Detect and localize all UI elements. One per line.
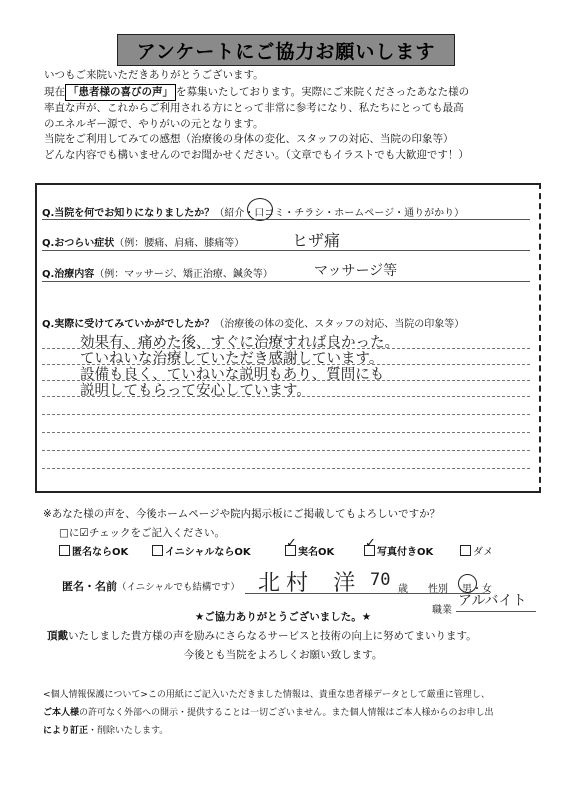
privacy-line-1: <個人情報保護について>この用紙にご記入いただきました情報は、貴重な患者様データとして厳重に管理し、	[43, 690, 490, 700]
option-anonymous[interactable]	[59, 543, 128, 558]
question-4	[42, 315, 464, 330]
intro-highlight: 「患者様の喜びの声」	[65, 84, 176, 102]
question-1-options: （紹介・口コミ・チラシ・ホームページ・通りがかり）	[214, 208, 465, 219]
answer-line	[42, 414, 530, 415]
name-handwritten: 北村 洋	[258, 571, 362, 596]
question-3-label: Q.治療内容	[42, 269, 95, 280]
option-no-label: ダメ	[473, 547, 493, 558]
option-initial-label: イニシャルならOK	[165, 547, 251, 558]
answer-line	[42, 219, 530, 220]
closing-line-1	[47, 628, 477, 643]
option-initial[interactable]	[152, 543, 251, 558]
consent-question: ※あなた様の声を、今後ホームページや院内掲示板にご掲載してもよろしいですか？	[43, 508, 441, 520]
question-2-example: （例：腰痛、肩痛、膝痛等）	[114, 238, 245, 249]
intro-text	[44, 68, 544, 163]
q4-handwritten-line-3: 設備も良く、ていねいな説明もあり、質問にも	[80, 367, 385, 383]
intro-line-2-pre: 現在	[44, 85, 65, 98]
closing-line-1-bold: 頂戴	[47, 630, 68, 642]
thanks-message: ★ご協力ありがとうございました。★	[194, 611, 372, 623]
survey-title-banner	[117, 34, 455, 66]
answer-line	[42, 450, 530, 451]
question-1-label: Q.当院を何でお知りになりましたか？	[42, 208, 215, 219]
name-note: （イニシャルでも結構です）	[117, 582, 240, 593]
age-unit: 歳	[398, 584, 408, 595]
intro-line-2	[44, 84, 544, 102]
privacy-line-3-rest: ・削除いたします。	[88, 726, 169, 736]
question-2-label: Q.おつらい症状	[42, 238, 115, 249]
job-handwritten: アルバイト	[458, 593, 527, 609]
q1-answer-circle	[247, 198, 273, 221]
gender-female[interactable]: 女	[482, 584, 492, 595]
intro-line-1: いつもご来院いただきありがとうございます。	[44, 69, 264, 81]
consent-instruction: □に☑チェックをご記入ください。	[59, 527, 226, 539]
checkmark-realname: ✓	[286, 536, 297, 551]
intro-line-3: 率直な声が、これからご利用される方にとって非常に参考になり、私たちにとっても最高	[44, 102, 464, 114]
question-4-label: Q.実際に受けてみていかがでしたか？	[42, 319, 215, 330]
answer-line	[42, 281, 530, 282]
intro-line-5: 当院をご利用してみての感想（治療後の身体の変化、スタッフの対応、当院の印象等）	[44, 133, 454, 145]
checkbox-no[interactable]	[460, 545, 471, 556]
answer-line	[42, 364, 530, 365]
option-realname-label: 実名OK	[298, 547, 335, 558]
answer-line	[42, 468, 530, 469]
gender-separator: ・	[472, 584, 482, 595]
job-label: 職業	[432, 605, 452, 616]
name-field-label	[62, 578, 240, 594]
privacy-line-2-rest: の許可なく外部への開示・提供することは一切ございません。また個人情報はご本人様からのお申し出	[79, 708, 494, 718]
q4-handwritten-line-1: 効果有、痛めた後、すぐに治療すれば良かった。	[80, 335, 399, 351]
q3-handwritten-answer: マッサージ等	[314, 263, 398, 279]
checkbox-anonymous[interactable]	[59, 545, 70, 556]
intro-line-6: どんな内容でも構いませんのでお聞かせください。（文章でもイラストでも大歓迎です！）	[44, 148, 469, 161]
q2-handwritten-answer: ヒザ痛	[292, 231, 341, 250]
checkbox-initial[interactable]	[152, 545, 163, 556]
question-3-example: （例：マッサージ、矯正治療、鍼灸等）	[94, 269, 273, 280]
intro-line-4: のエネルギー源で、やりがいの元となります。	[44, 117, 264, 130]
answer-line	[42, 380, 530, 381]
question-3	[42, 265, 273, 280]
age-handwritten: 70	[370, 570, 391, 590]
answer-line	[42, 250, 530, 251]
gender-label: 性別	[428, 584, 448, 595]
name-underline	[245, 593, 490, 594]
question-2	[42, 234, 244, 249]
answer-line	[42, 348, 530, 349]
q4-handwritten-line-4: 説明してもらって安心しています。	[80, 383, 311, 399]
survey-title: アンケートにご協力お願いします	[136, 40, 436, 63]
closing-line-2: 今後とも当院をよろしくお願い致します。	[183, 649, 383, 661]
closing-line-1-rest: いたしました貴方様の声を励みにさらなるサービスと技術の向上に努めてまいります。	[68, 630, 477, 642]
answer-line	[42, 432, 530, 433]
option-photo-label: 写真付きOK	[377, 547, 434, 558]
question-4-example: （治療後の体の変化、スタッフの対応、当院の印象等）	[214, 319, 465, 330]
intro-line-2-post: を募集いたしております。実際にご来院くださったあなた様の	[176, 85, 470, 98]
q4-handwritten-line-2: ていねいな治療していただき感謝しています。	[80, 351, 384, 367]
answer-line	[42, 396, 530, 397]
name-label: 匿名・名前	[62, 580, 117, 593]
option-anonymous-label: 匿名ならOK	[72, 547, 129, 558]
privacy-line-2	[43, 704, 548, 722]
privacy-line-3-bold: により訂正	[43, 726, 89, 736]
option-no[interactable]	[460, 543, 493, 558]
checkmark-photo: ✓	[365, 536, 376, 551]
privacy-line-3	[43, 722, 548, 740]
gender-male[interactable]: 男	[462, 584, 472, 595]
privacy-notice	[43, 686, 548, 740]
privacy-line-2-bold: ご本人様	[43, 708, 80, 718]
